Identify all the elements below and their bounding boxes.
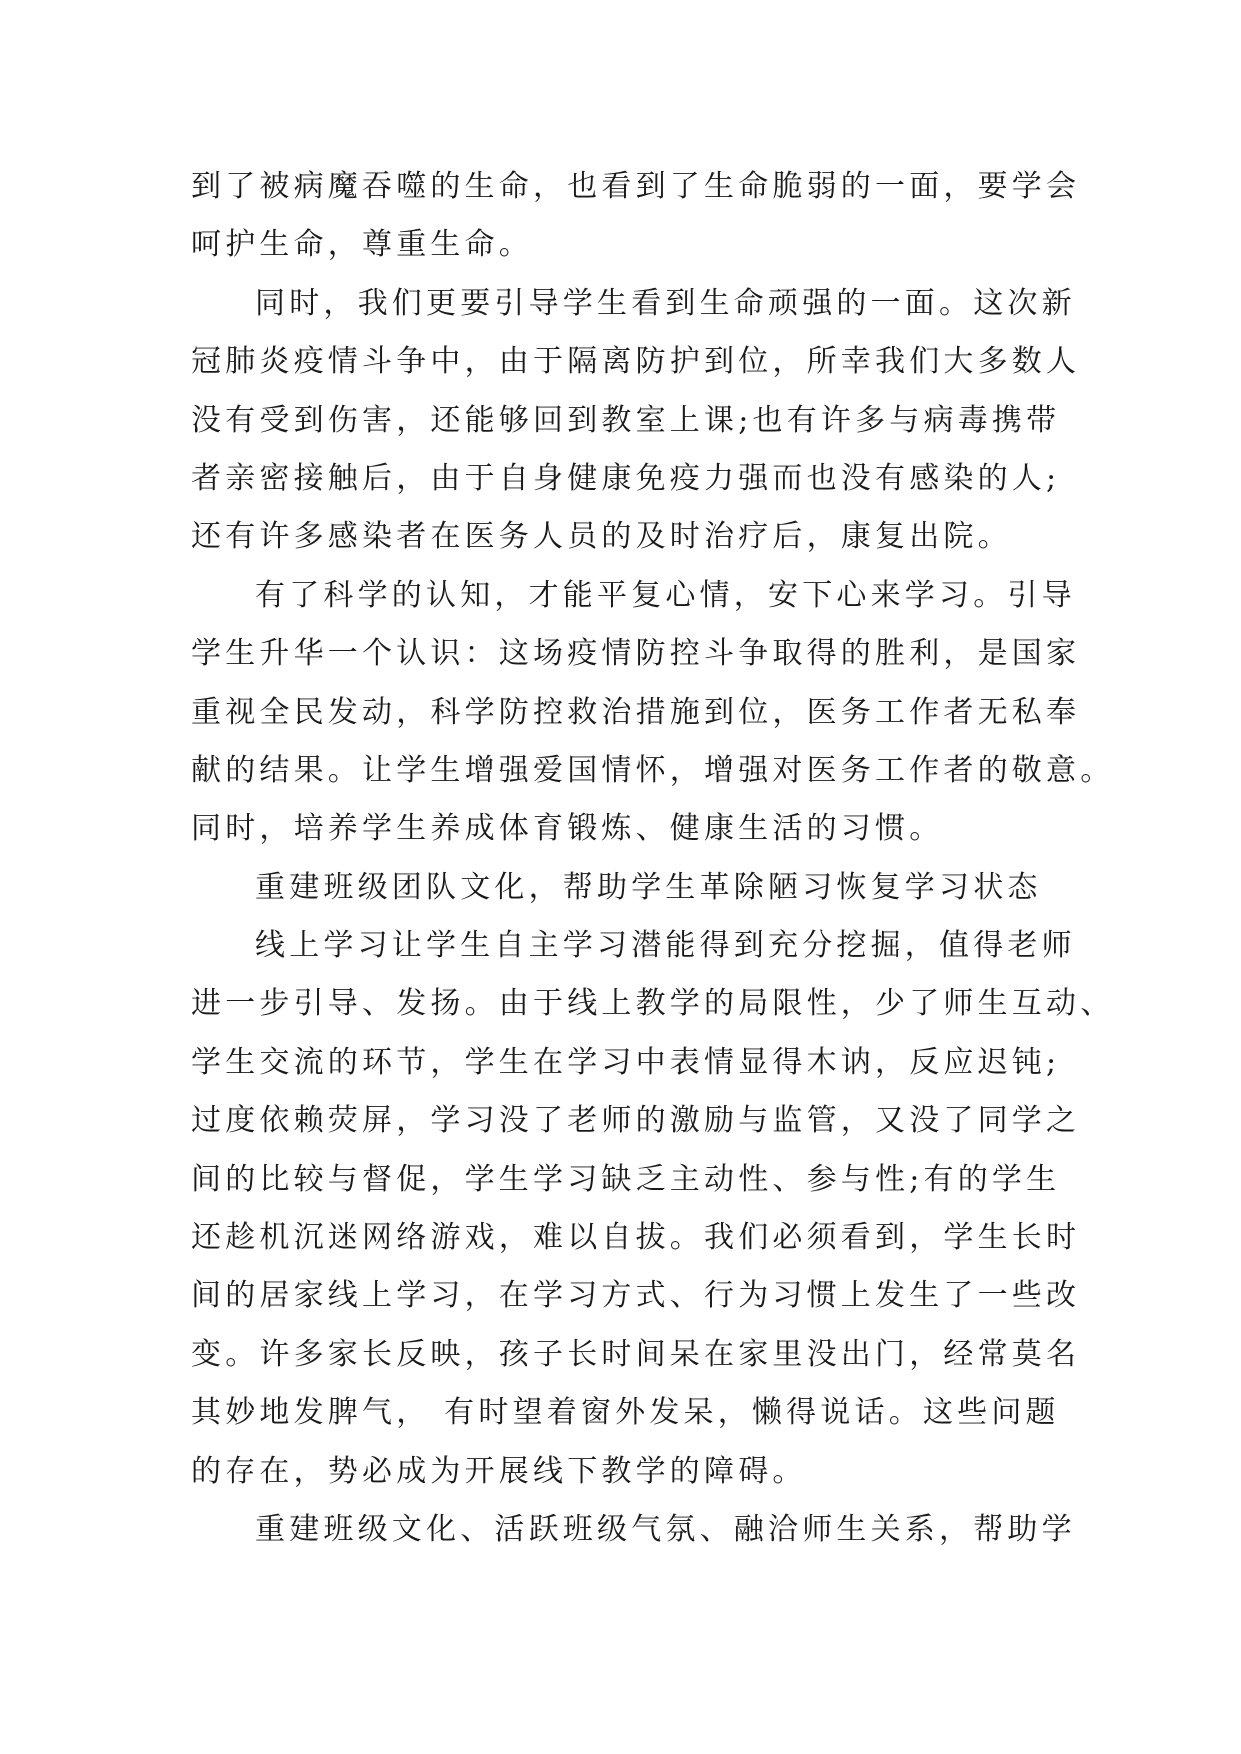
paragraph-line: 的存在，势必成为开展线下教学的障碍。 <box>191 1453 807 1489</box>
paragraph-line: 呵护生命，尊重生命。 <box>191 227 533 263</box>
paragraph-line: 还趁机沉迷网络游戏，难以自拔。我们必须看到，学生长时 <box>191 1220 1081 1256</box>
paragraph-line: 冠肺炎疫情斗争中，由于隔离防护到位，所幸我们大多数人 <box>191 344 1081 380</box>
paragraph-line: 其妙地发脾气， 有时望着窗外发呆，懒得说话。这些问题 <box>191 1395 1060 1431</box>
paragraph-line: 重视全民发动，科学防控救治措施到位，医务工作者无私奉 <box>191 694 1081 730</box>
paragraph-line: 间的比较与督促，学生学习缺乏主动性、参与性;有的学生 <box>191 1161 1061 1197</box>
paragraph-line: 献的结果。让学生增强爱国情怀，增强对医务工作者的敬意。 <box>191 752 1115 788</box>
paragraph-line: 变。许多家长反映，孩子长时间呆在家里没出门，经常莫名 <box>191 1336 1081 1372</box>
paragraph-line: 过度依赖荧屏，学习没了老师的激励与监管，又没了同学之 <box>191 1103 1081 1139</box>
paragraph-first-line: 线上学习让学生自主学习潜能得到充分挖掘，值得老师 <box>255 928 1076 964</box>
paragraph-line: 学生升华一个认识：这场疫情防控斗争取得的胜利，是国家 <box>191 636 1081 672</box>
paragraph-line: 者亲密接触后，由于自身健康免疫力强而也没有感染的人; <box>191 460 1061 496</box>
paragraph-first-line: 重建班级团队文化，帮助学生革除陋习恢复学习状态 <box>255 869 1042 905</box>
paragraph-line: 间的居家线上学习，在学习方式、行为习惯上发生了一些改 <box>191 1278 1081 1314</box>
paragraph-line: 还有许多感染者在医务人员的及时治疗后，康复出院。 <box>191 519 1012 555</box>
document-body <box>191 158 1115 1559</box>
paragraph-first-line: 重建班级文化、活跃班级气氛、融洽师生关系，帮助学 <box>255 1511 1076 1547</box>
paragraph-line: 到了被病魔吞噬的生命，也看到了生命脆弱的一面，要学会 <box>191 169 1081 204</box>
paragraph-first-line: 有了科学的认知，才能平复心情，安下心来学习。引导 <box>255 577 1076 613</box>
paragraph-first-line: 同时，我们更要引导学生看到生命顽强的一面。这次新 <box>255 285 1076 321</box>
paragraph-line: 学生交流的环节，学生在学习中表情显得木讷，反应迟钝; <box>191 1044 1061 1080</box>
paragraph-line: 同时，培养学生养成体育锻炼、健康生活的习惯。 <box>191 811 944 847</box>
paragraph-line: 进一步引导、发扬。由于线上教学的局限性，少了师生互动、 <box>191 986 1115 1022</box>
paragraph-line: 没有受到伤害，还能够回到教室上课;也有许多与病毒携带 <box>191 402 1061 438</box>
